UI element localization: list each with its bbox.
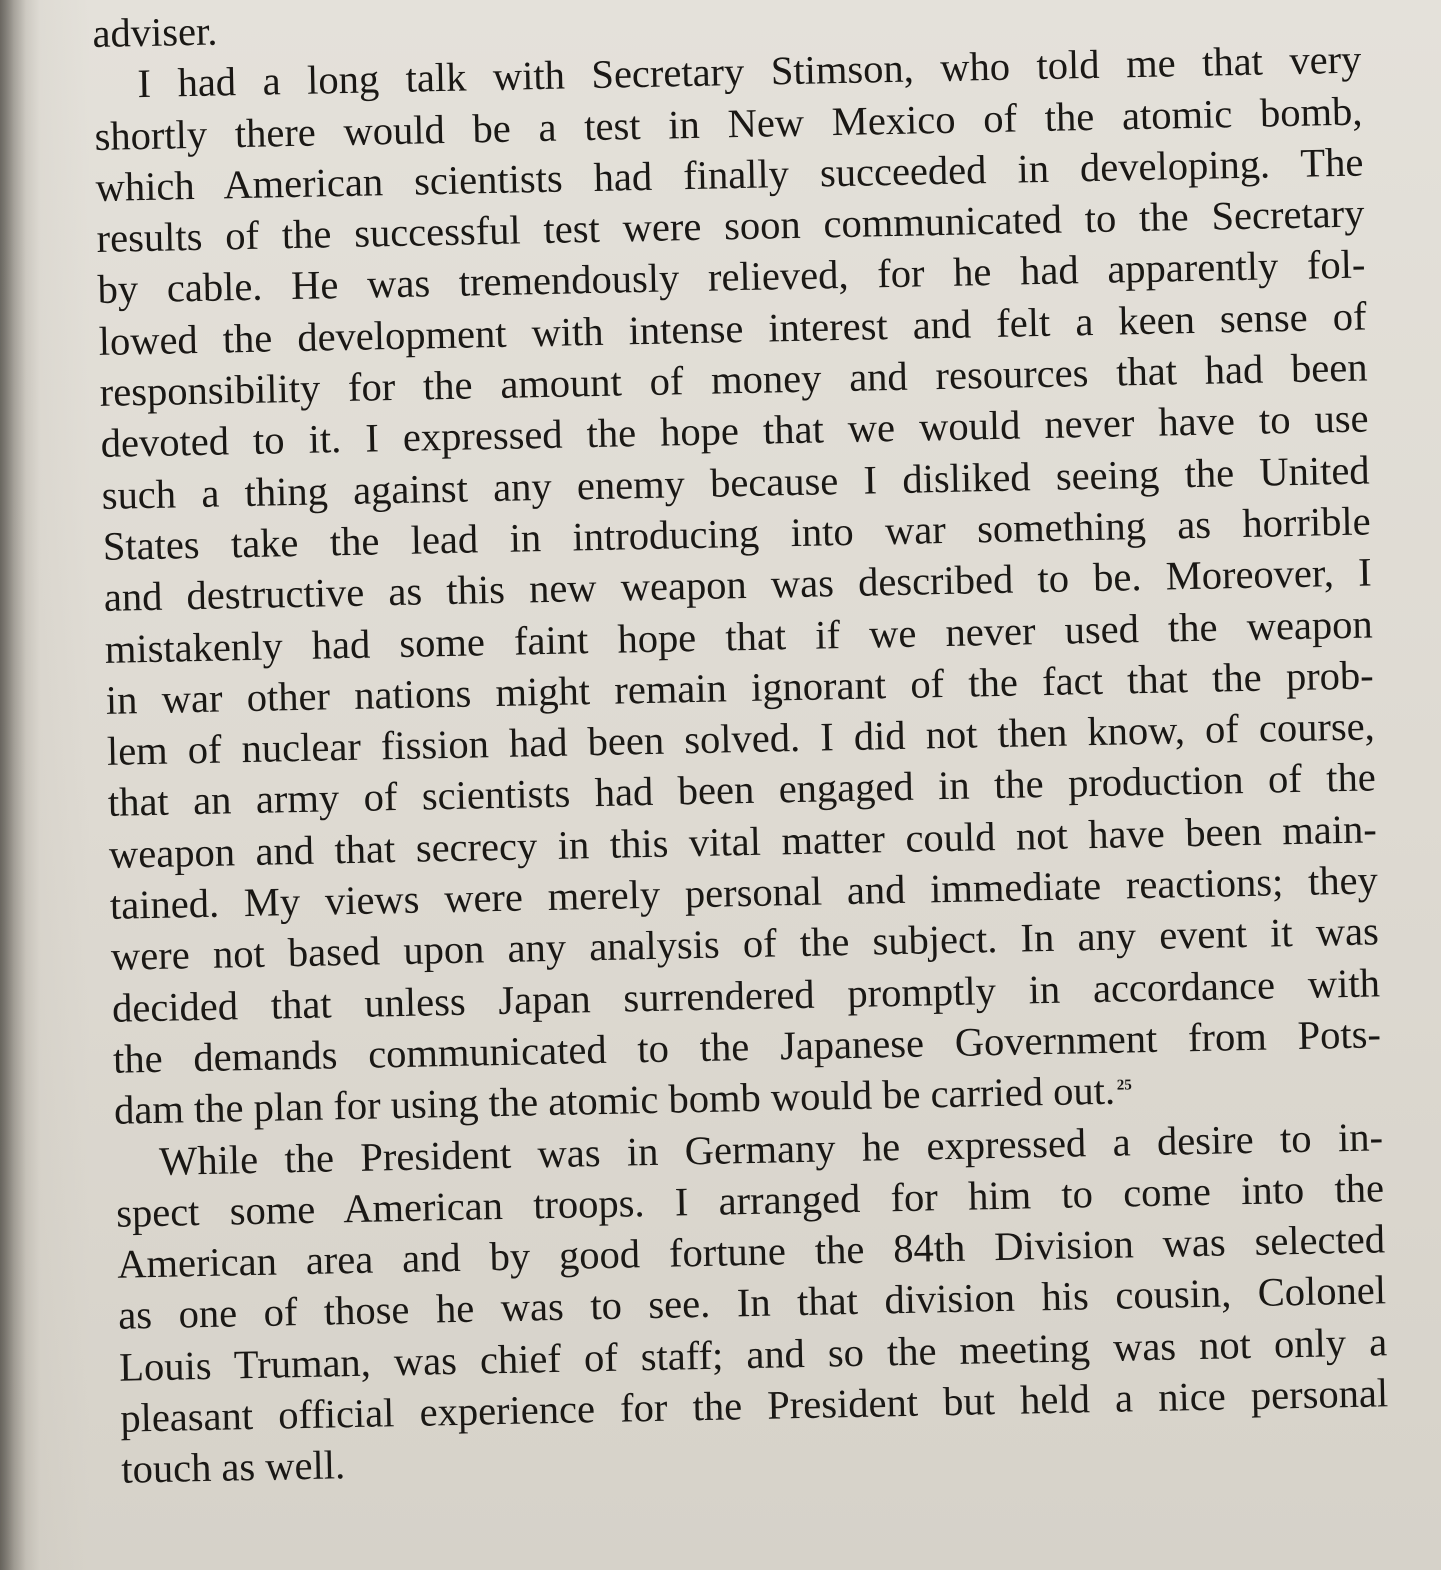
text-line-content: shortly there would be a test in New Mexico of the atomic bomb, xyxy=(94,88,1363,159)
text-line-content: such a thing against any enemy because I disliked seeing the United xyxy=(101,447,1370,518)
text-line-content: as one of those he was to see. In that division his cousin, Colonel xyxy=(117,1267,1387,1339)
text-line-content: Louis Truman, was chief of staff; and so the meeting was not only a xyxy=(118,1319,1388,1390)
text-line-content: that an army of scientists had been engaged in the production of the xyxy=(107,754,1377,826)
text-line-content: mistakenly had some faint hope that if we never used the weapon xyxy=(104,600,1374,672)
text-line-content: States take the lead in introducing into war something as horrible xyxy=(102,498,1372,569)
text-line-content: which American scientists had finally succeeded in developing. The xyxy=(95,139,1364,210)
text-line-content: While the President was in Germany he expressed a desire to in- xyxy=(158,1113,1384,1184)
text-line-content: lowed the development with intense interest and felt a keen sense of xyxy=(98,293,1367,364)
text-line-content: dam the plan for using the atomic bomb would be carried out. xyxy=(113,1067,1116,1134)
text-line-content: were not based upon any analysis of the subject. In any event it was xyxy=(110,908,1380,980)
text-line-content: touch as well. xyxy=(120,1442,346,1493)
text-line-content: results of the successful test were soon communicated to the Secretary xyxy=(96,190,1365,262)
text-line-content: responsibility for the amount of money and resources that had been xyxy=(99,344,1368,415)
text-line-content: weapon and that secrecy in this vital matter could not have been main- xyxy=(108,806,1378,877)
text-line-content: devoted to it. I expressed the hope that we would never have to use xyxy=(100,395,1369,467)
text-line-content: and destructive as this new weapon was described to be. Moreover, I xyxy=(103,549,1373,621)
footnote-marker: 25 xyxy=(1116,1077,1132,1094)
text-line-content: I had a long talk with Secretary Stimson, who told me that very xyxy=(137,36,1362,107)
binding-gutter-shadow xyxy=(0,0,26,1570)
body-text xyxy=(92,0,1390,1495)
text-line-content: American area and by good fortune the 84th Division was selected xyxy=(116,1216,1386,1287)
text-line-content: adviser. xyxy=(92,8,218,56)
text-line-content: pleasant official experience for the President but held a nice personal xyxy=(119,1370,1389,1441)
text-line-content: in war other nations might remain ignorant of the fact that the prob- xyxy=(105,652,1375,723)
text-line-content: spect some American troops. I arranged for him to come into the xyxy=(115,1165,1385,1236)
text-line-content: lem of nuclear fission had been solved. I did not then know, of course, xyxy=(106,703,1376,775)
text-line-content: the demands communicated to the Japanese Government from Pots- xyxy=(112,1011,1382,1082)
text-line-content: by cable. He was tremendously relieved, for he had apparently fol- xyxy=(97,241,1366,313)
text-line-content: decided that unless Japan surrendered promptly in accordance with xyxy=(111,959,1381,1031)
text-line-content: tained. My views were merely personal and immediate reactions; they xyxy=(109,857,1379,928)
